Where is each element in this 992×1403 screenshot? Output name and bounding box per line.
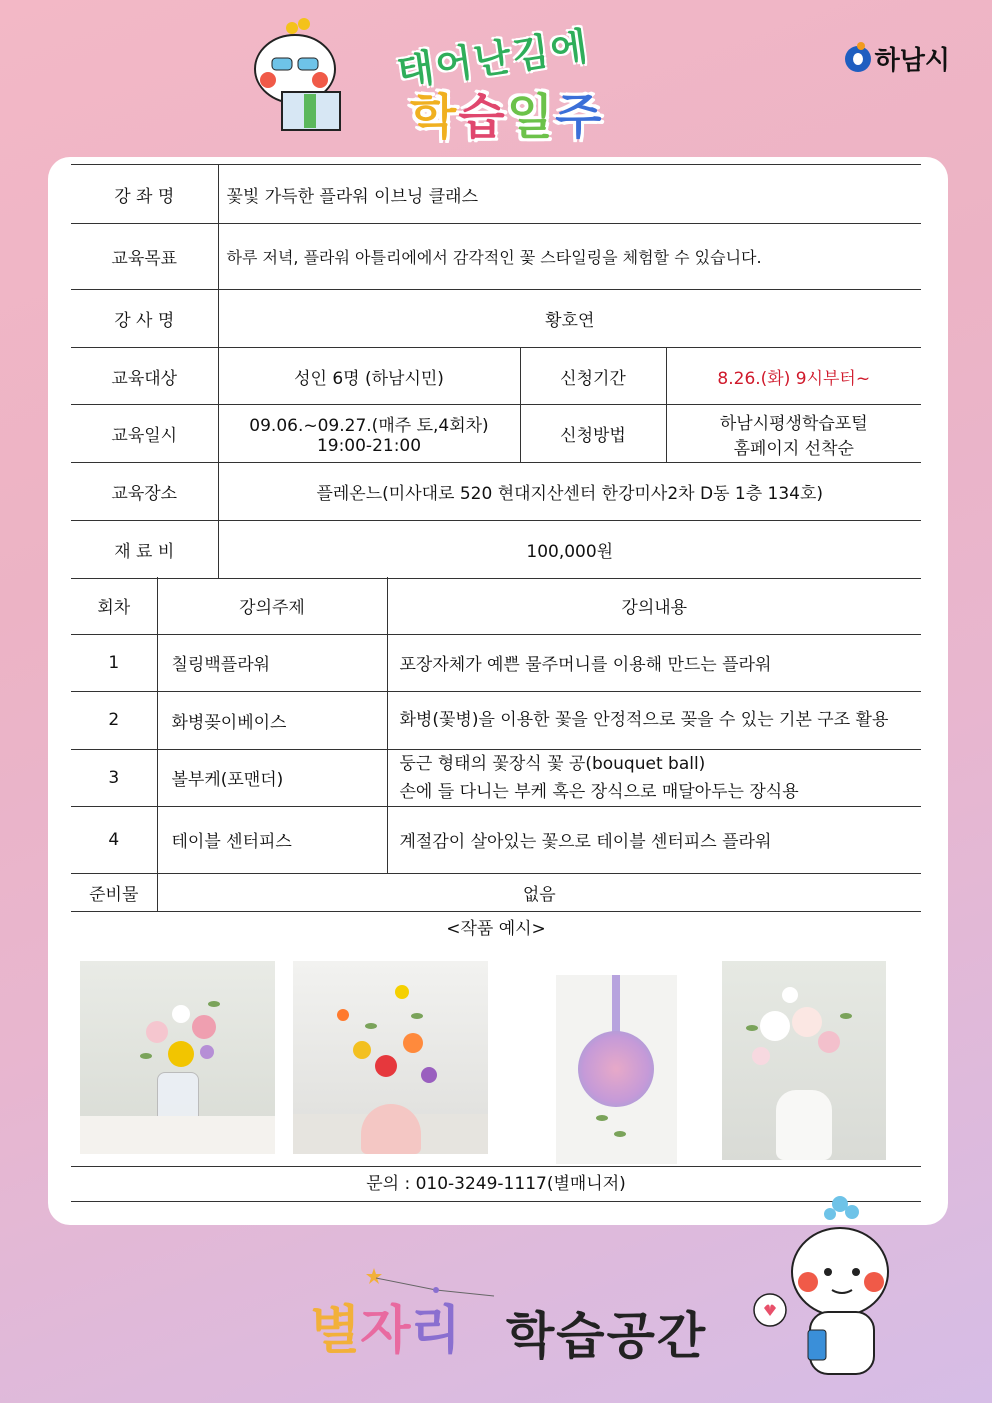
example-photo-2 [293,961,488,1154]
label-fee: 재 료 비 [71,521,218,579]
example-photo-4 [722,961,886,1160]
brand-name: 별자리 [310,1301,461,1361]
method-line2: 홈페이지 선착순 [733,438,854,459]
session-content-line2: 손에 들 다니는 부케 혹은 장식으로 매달아두는 장식용 [399,781,799,802]
label-place: 교육장소 [71,463,218,521]
session-no: 4 [71,806,157,873]
period: 8.26.(화) 9시부터~ [666,348,921,405]
session-no: 3 [71,749,157,806]
table-row [71,749,921,806]
example-photo-1 [80,961,275,1154]
session-topic: 화병꽂이베이스 [157,691,387,749]
fee: 100,000원 [218,521,921,579]
hanam-logo-icon [845,46,871,72]
examples-caption: <작품 예시> [446,919,546,939]
session-no: 1 [71,634,157,691]
star-constellation-icon [366,1266,506,1306]
method [666,405,921,463]
label-period: 신청기간 [520,348,666,405]
session-topic: 테이블 센터피스 [157,806,387,873]
place: 플레온느(미사대로 520 현대지산센터 한강미사2차 D동 1층 134호) [218,463,921,521]
hanam-logo [845,40,950,77]
label-instructor: 강 사 명 [71,290,218,348]
footer-brand [310,1278,710,1368]
session-topic: 볼부케(포맨더) [157,749,387,806]
contact-info: 문의 : 010-3249-1117(별매니저) [71,1166,921,1202]
header-topic: 강의주제 [157,577,387,634]
schedule-time: 19:00-21:00 [316,436,422,456]
header-content: 강의내용 [387,577,921,634]
label-schedule: 교육일시 [71,405,218,463]
label-goal: 교육목표 [71,224,218,290]
table-row [71,806,921,873]
header-title [380,20,620,145]
sessions-table [71,577,921,912]
mascot-character-bottom [752,1190,902,1390]
session-no: 2 [71,691,157,749]
title-top: 태어난김에 [394,23,593,95]
title-bottom: 학습일주 [410,89,604,145]
session-content-line1: 둥근 형태의 꽃장식 꽃 공(bouquet ball) [399,753,706,774]
label-prep: 준비물 [71,873,157,911]
brand-suffix: 학습공간 [506,1307,708,1365]
course-goal: 하루 저녁, 플라워 아틀리에에서 감각적인 꽃 스타일링을 체험할 수 있습니다. [218,224,921,290]
instructor: 황호연 [218,290,921,348]
method-line1: 하남시평생학습포털 [719,413,868,434]
label-target: 교육대상 [71,348,218,405]
label-course-name: 강 좌 명 [71,165,218,224]
session-content: 화병(꽃병)을 이용한 꽃을 안정적으로 꽂을 수 있는 기본 구조 활용 [387,691,921,749]
target: 성인 6명 (하남시민) [218,348,520,405]
mascot-character-top [250,14,350,134]
schedule-dates: 09.06.~09.27.(매주 토,4회차) [249,416,489,436]
table-row [71,691,921,749]
table-row [71,634,921,691]
session-content: 포장자체가 예쁜 물주머니를 이용해 만드는 플라워 [387,634,921,691]
course-name: 꽃빛 가득한 플라워 이브닝 클래스 [218,165,921,224]
session-content [387,749,921,806]
session-topic: 칠링백플라워 [157,634,387,691]
label-method: 신청방법 [520,405,666,463]
example-photo-3 [556,975,677,1164]
logo-text: 하남시 [874,46,950,76]
session-content: 계절감이 살아있는 꽃으로 테이블 센터피스 플라워 [387,806,921,873]
schedule [218,405,520,463]
header-session-no: 회차 [71,577,157,634]
course-info-table [71,164,921,579]
prep: 없음 [157,873,921,911]
